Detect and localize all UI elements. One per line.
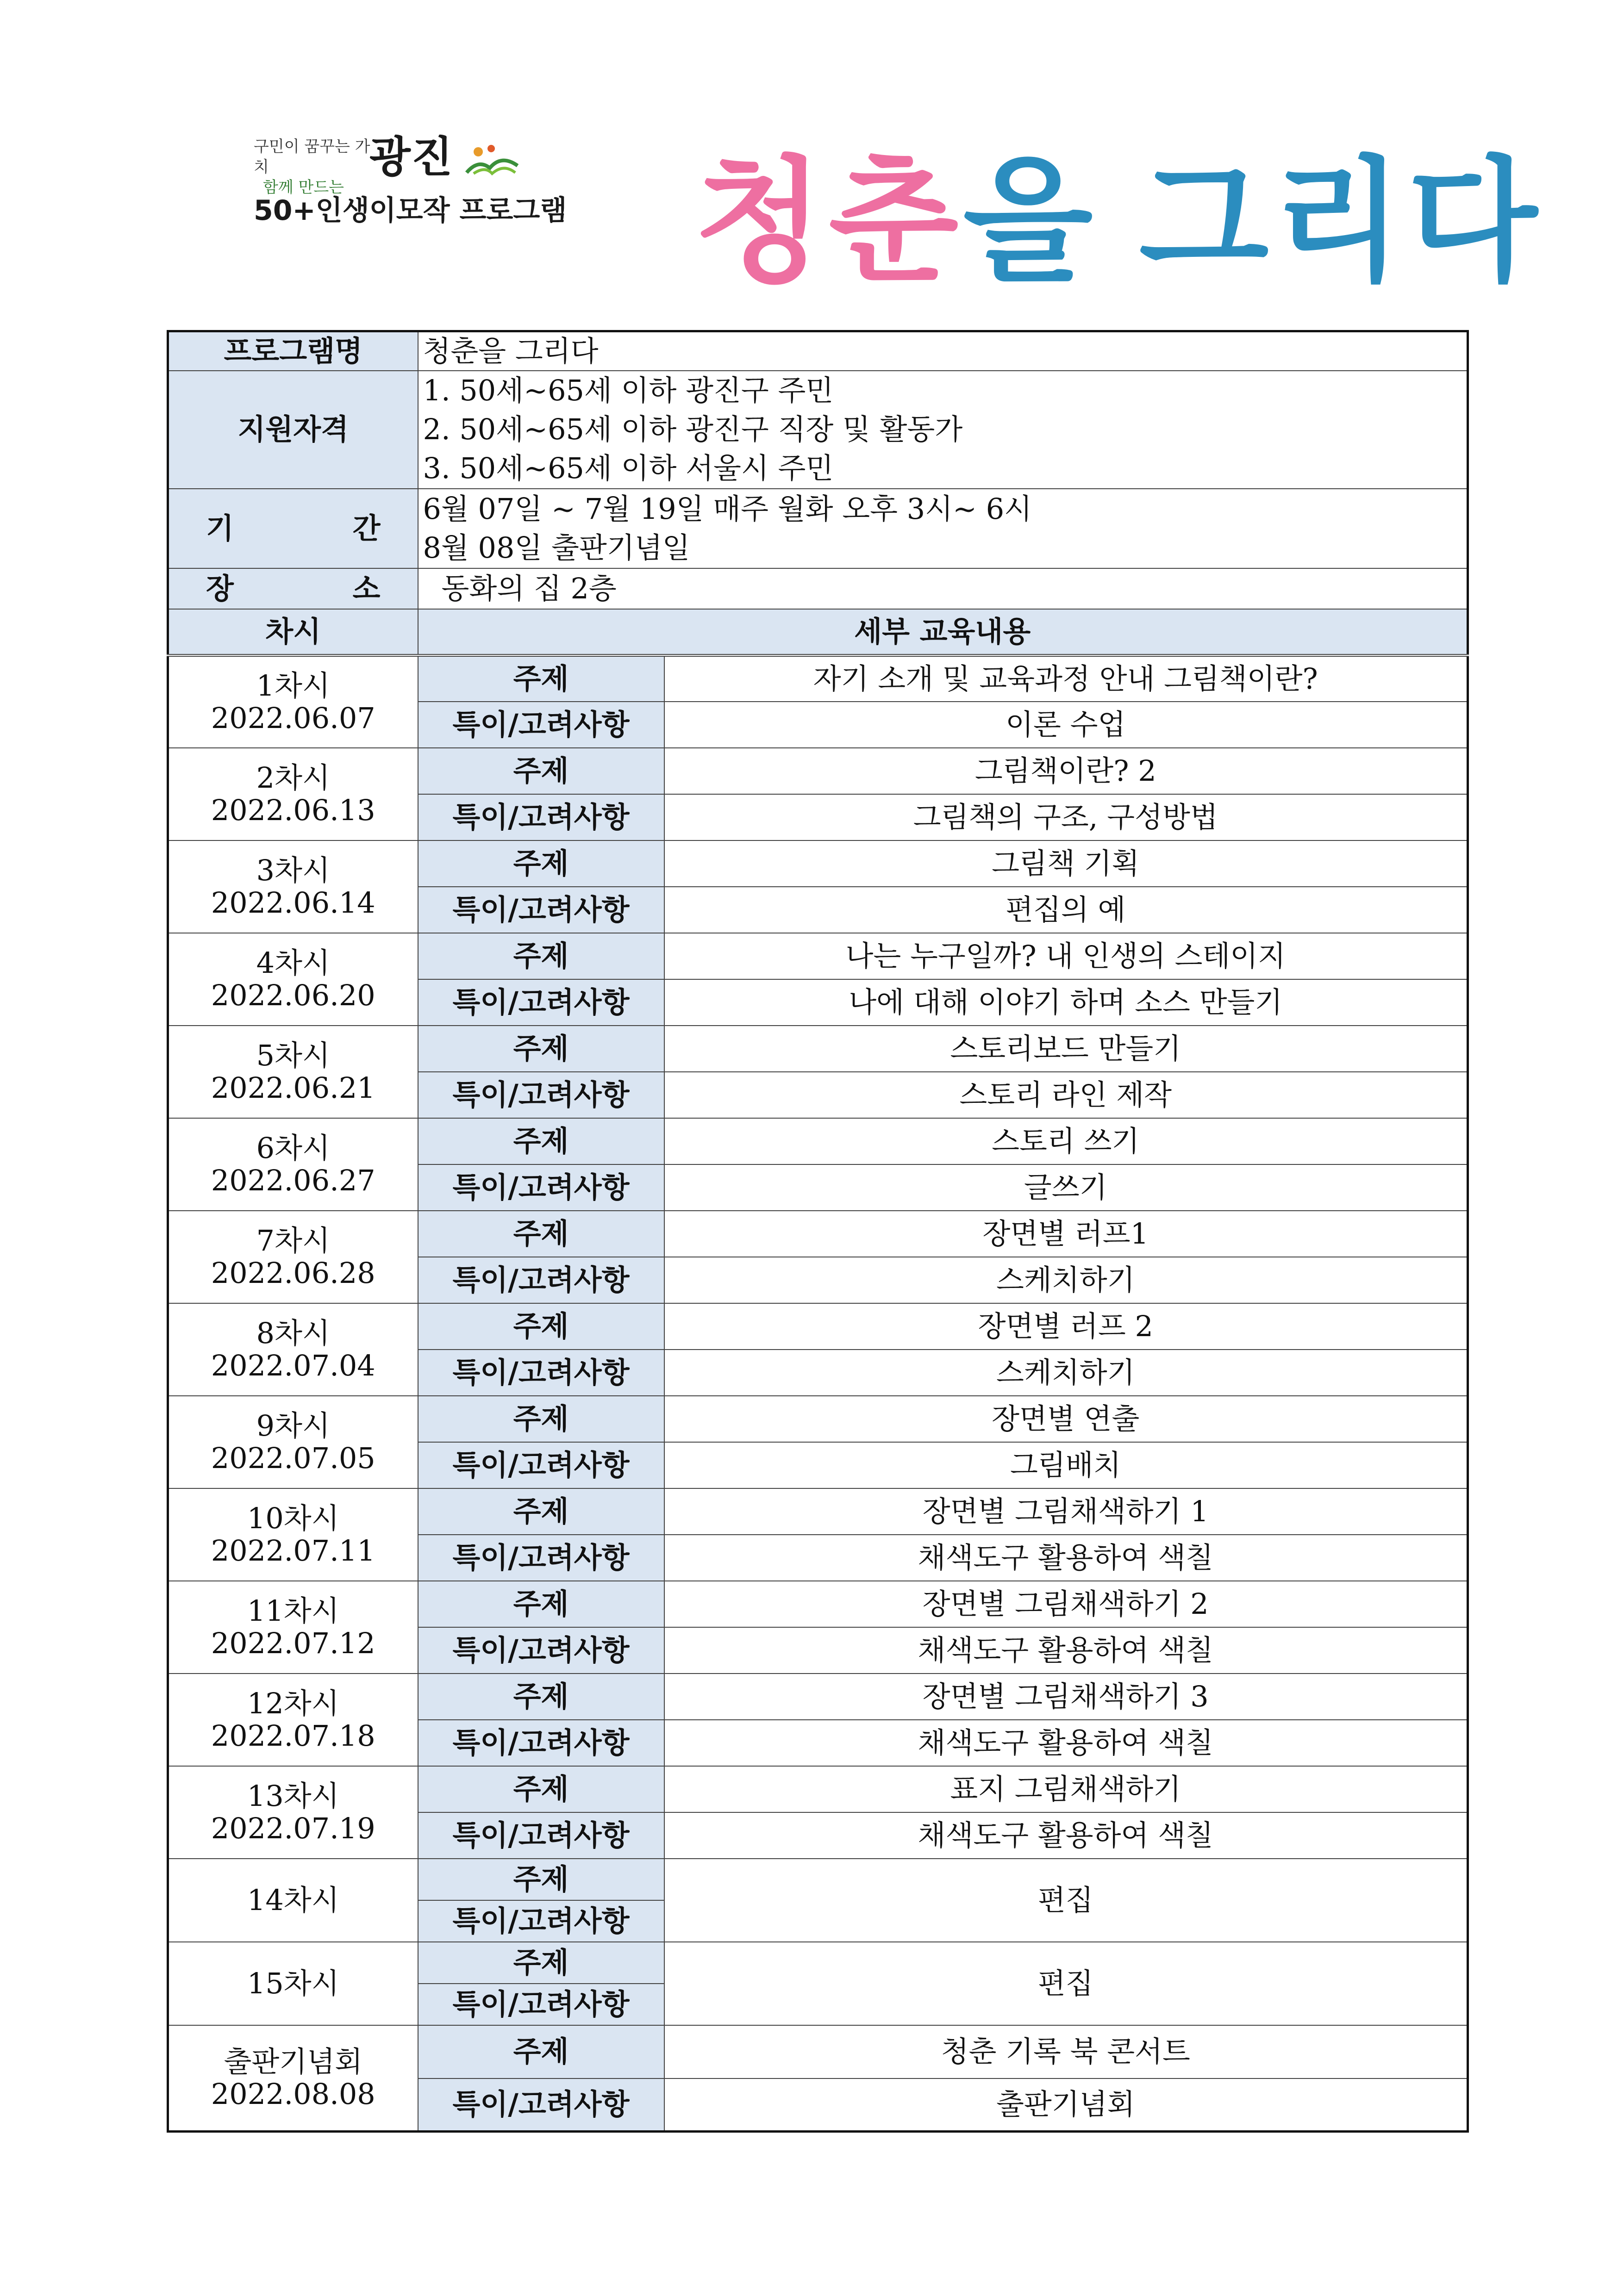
topic-value: 스토리 쓰기 [664,1118,1468,1164]
note-value: 스케치하기 [664,1350,1468,1396]
session-number: 2차시 [256,760,330,795]
topic-label: 주제 [418,1942,664,1984]
session-date: 2022.07.19 [211,1811,375,1845]
schedule-row-topic [168,1674,1468,1720]
topic-label: 주제 [418,655,664,702]
topic-label: 주제 [418,1396,664,1442]
topic-label: 주제 [418,1766,664,1812]
logo-slogan [254,137,374,198]
note-value: 채색도구 활용하여 색칠 [664,1720,1468,1766]
note-label: 특이/고려사항 [418,1164,664,1211]
topic-label: 주제 [418,748,664,794]
topic-label: 주제 [418,1488,664,1535]
topic-value: 장면별 러프1 [664,1211,1468,1257]
note-label: 특이/고려사항 [418,702,664,748]
note-label: 특이/고려사항 [418,1900,664,1942]
schedule-row-topic [168,1303,1468,1350]
session-cell [168,1581,418,1674]
session-cell [168,1674,418,1766]
session-date: 2022.06.14 [211,885,375,920]
eligibility-value [418,371,1468,489]
session-cell [168,2025,418,2132]
session-cell [168,1766,418,1859]
row-eligibility [168,371,1468,489]
district-logo [254,132,578,238]
schedule-row-topic [168,1942,1468,1984]
session-cell [168,1026,418,1118]
session-number: 5차시 [256,1038,330,1072]
topic-label: 주제 [418,1674,664,1720]
session-date: 2022.07.04 [211,1348,375,1382]
session-date: 2022.07.12 [211,1626,375,1660]
note-label: 특이/고려사항 [418,1072,664,1118]
schedule-row-topic [168,840,1468,887]
schedule-row-topic [168,2025,1468,2078]
eligibility-item: 2. 50세~65세 이하 광진구 직장 및 활동가 [423,412,963,446]
note-value: 채색도구 활용하여 색칠 [664,1535,1468,1581]
note-label: 특이/고려사항 [418,1627,664,1674]
session-number: 7차시 [256,1223,330,1257]
schedule-row-topic [168,655,1468,702]
topic-label: 주제 [418,1026,664,1072]
topic-value: 스토리보드 만들기 [664,1026,1468,1072]
program-name-value: 청춘을 그리다 [418,331,1468,371]
topic-label: 주제 [418,2025,664,2078]
session-date: 2022.08.08 [211,2077,375,2111]
note-value: 출판기념회 [664,2078,1468,2132]
note-value: 그림책의 구조, 구성방법 [664,794,1468,840]
schedule-row-topic [168,1581,1468,1627]
topic-value: 장면별 러프 2 [664,1303,1468,1350]
session-number: 14차시 [247,1883,339,1917]
logo-district-name: 광진 [369,132,454,182]
session-cell [168,1942,418,2025]
program-name-label: 프로그램명 [168,331,418,371]
session-date: 2022.07.18 [211,1718,375,1753]
session-column-header: 차시 [168,609,418,655]
period-line: 8월 08일 출판기념일 [423,530,690,565]
note-label: 특이/고려사항 [418,794,664,840]
topic-label: 주제 [418,1118,664,1164]
schedule-row-topic [168,748,1468,794]
period-line: 6월 07일 ~ 7월 19일 매주 월화 오후 3시~ 6시 [423,492,1032,526]
session-number: 출판기념회 [224,2044,362,2078]
note-label: 특이/고려사항 [418,887,664,933]
session-number: 12차시 [247,1686,339,1720]
schedule-row-topic [168,1118,1468,1164]
note-label: 특이/고려사항 [418,2078,664,2132]
merged-content: 편집 [664,1859,1468,1942]
topic-value: 장면별 그림채색하기 3 [664,1674,1468,1720]
schedule-row-topic [168,933,1468,979]
note-label: 특이/고려사항 [418,1350,664,1396]
session-number: 11차시 [247,1593,339,1628]
session-number: 6차시 [256,1131,330,1165]
session-number: 1차시 [256,668,330,703]
session-date: 2022.06.07 [211,701,375,735]
eligibility-item: 1. 50세~65세 이하 광진구 주민 [423,373,834,407]
topic-value: 그림책 기획 [664,840,1468,887]
topic-label: 주제 [418,1303,664,1350]
session-date: 2022.06.20 [211,978,375,1012]
session-cell [168,1118,418,1211]
row-place [168,568,1468,609]
schedule-row-topic [168,1396,1468,1442]
session-date: 2022.06.28 [211,1256,375,1290]
period-value [418,489,1468,568]
session-date: 2022.07.05 [211,1441,375,1475]
session-cell [168,748,418,840]
title-pink-part: 청춘 [694,144,963,300]
note-value: 채색도구 활용하여 색칠 [664,1627,1468,1674]
session-number: 9차시 [256,1408,330,1443]
topic-value: 표지 그림채색하기 [664,1766,1468,1812]
note-value: 이론 수업 [664,702,1468,748]
page-title [694,139,1542,305]
topic-value: 장면별 연출 [664,1396,1468,1442]
session-number: 4차시 [256,946,330,980]
note-label: 특이/고려사항 [418,1257,664,1303]
topic-label: 주제 [418,1859,664,1900]
schedule-row-topic [168,1488,1468,1535]
note-value: 채색도구 활용하여 색칠 [664,1812,1468,1859]
session-cell [168,1396,418,1488]
session-cell [168,1859,418,1942]
session-cell [168,933,418,1026]
session-date: 2022.06.13 [211,793,375,827]
row-schedule-header [168,609,1468,655]
session-cell [168,840,418,933]
session-cell [168,1303,418,1396]
title-blue-part: 그리다 [1139,144,1542,300]
schedule-row-topic [168,1026,1468,1072]
program-schedule-table [167,330,1469,2133]
session-number: 13차시 [247,1779,339,1813]
note-value: 글쓰기 [664,1164,1468,1211]
topic-label: 주제 [418,1211,664,1257]
topic-value: 장면별 그림채색하기 2 [664,1581,1468,1627]
schedule-row-topic [168,1859,1468,1900]
session-date: 2022.06.27 [211,1163,375,1197]
place-label: 장 소 [168,568,418,609]
session-number: 3차시 [256,853,330,887]
session-number: 10차시 [247,1501,339,1535]
note-label: 특이/고려사항 [418,1442,664,1488]
title-blue-particle: 을 [963,144,1098,300]
topic-value: 그림책이란? 2 [664,748,1468,794]
topic-value: 청춘 기록 북 콘서트 [664,2025,1468,2078]
logo-slogan-line1: 구민이 꿈꾸는 가치 [254,137,370,176]
session-cell [168,1488,418,1581]
schedule-row-topic [168,1766,1468,1812]
topic-label: 주제 [418,840,664,887]
note-value: 스토리 라인 제작 [664,1072,1468,1118]
session-number: 15차시 [247,1966,339,2000]
topic-label: 주제 [418,933,664,979]
detail-column-header: 세부 교육내용 [418,609,1468,655]
merged-content: 편집 [664,1942,1468,2025]
note-value: 나에 대해 이야기 하며 소스 만들기 [664,979,1468,1026]
logo-slogan-line2: 함께 만드는 [263,178,344,197]
topic-value: 자기 소개 및 교육과정 안내 그림책이란? [664,655,1468,702]
note-label: 특이/고려사항 [418,1720,664,1766]
place-value: 동화의 집 2층 [418,568,1468,609]
row-program-name [168,331,1468,371]
note-label: 특이/고려사항 [418,979,664,1026]
period-label: 기 간 [168,489,418,568]
session-cell [168,1211,418,1303]
eligibility-label: 지원자격 [168,371,418,489]
note-value: 편집의 예 [664,887,1468,933]
leaf-icon [464,140,520,182]
session-cell [168,655,418,748]
note-label: 특이/고려사항 [418,1535,664,1581]
topic-label: 주제 [418,1581,664,1627]
topic-value: 나는 누구일까? 내 인생의 스테이지 [664,933,1468,979]
schedule-row-topic [168,1211,1468,1257]
note-label: 특이/고려사항 [418,1812,664,1859]
eligibility-item: 3. 50세~65세 이하 서울시 주민 [423,451,834,485]
row-period [168,489,1468,568]
program-series-label: 50+인생이모작 프로그램 [254,194,567,227]
note-label: 특이/고려사항 [418,1984,664,2025]
note-value: 스케치하기 [664,1257,1468,1303]
session-date: 2022.06.21 [211,1070,375,1105]
topic-value: 장면별 그림채색하기 1 [664,1488,1468,1535]
note-value: 그림배치 [664,1442,1468,1488]
session-number: 8차시 [256,1316,330,1350]
session-date: 2022.07.11 [211,1533,375,1568]
